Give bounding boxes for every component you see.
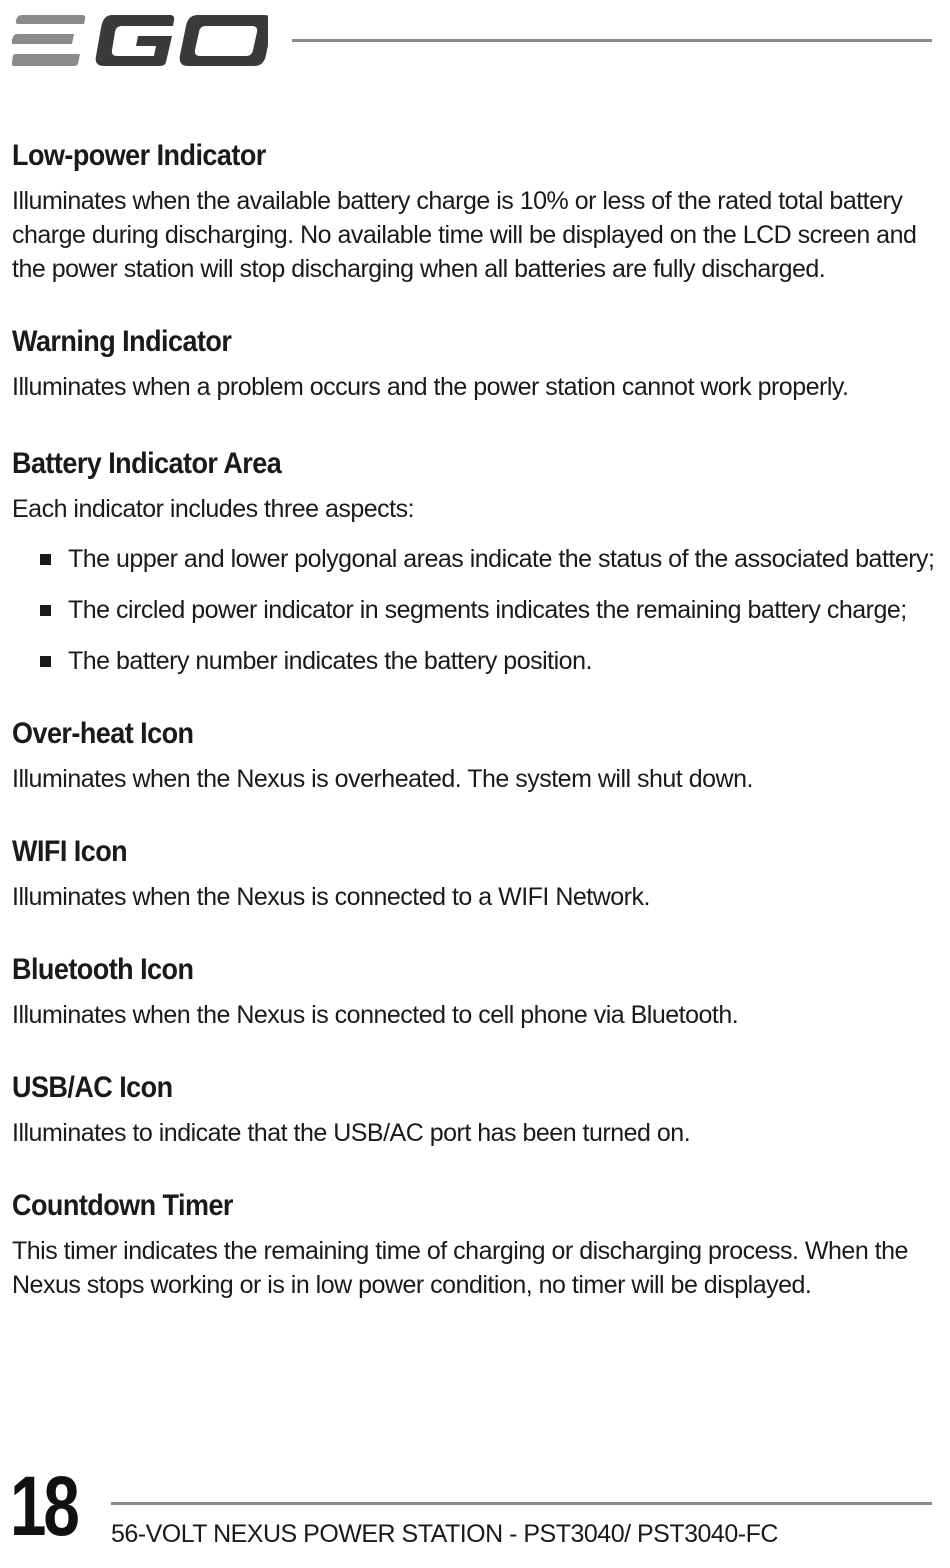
list-item-text: The upper and lower polygonal areas indicate the status of the associated battery; bbox=[68, 545, 935, 573]
section-warning-indicator bbox=[12, 322, 934, 404]
section-body: Illuminates when the available battery charge is 10% or less of the rated total battery charge during discharging. No available time will be displayed on the LCD screen and the power station will stop discharging when all batteries are fully discharged. bbox=[12, 187, 917, 283]
section-body: Illuminates when a problem occurs and the power station cannot work properly. bbox=[12, 373, 849, 401]
section-title: Low-power Indicator bbox=[12, 139, 266, 172]
section-title: WIFI Icon bbox=[12, 835, 128, 868]
section-battery-indicator-area bbox=[12, 444, 934, 678]
ego-logo-g-mark bbox=[96, 15, 175, 66]
section-usb-ac-icon bbox=[12, 1068, 934, 1150]
section-over-heat-icon bbox=[12, 714, 934, 796]
list-item-text: The circled power indicator in segments indicates the remaining battery charge; bbox=[68, 596, 907, 624]
section-body: Each indicator includes three aspects: bbox=[12, 495, 415, 523]
page-content bbox=[12, 136, 934, 1302]
square-bullet-icon bbox=[40, 605, 51, 616]
list-item bbox=[12, 542, 934, 576]
section-body: This timer indicates the remaining time of charging or discharging process. When the Nexus stops working or is in low power condition, no timer will be displayed. bbox=[12, 1237, 908, 1299]
list-item bbox=[12, 644, 934, 678]
square-bullet-icon bbox=[40, 554, 51, 565]
section-bluetooth-icon bbox=[12, 950, 934, 1032]
footer-rule bbox=[111, 1502, 932, 1505]
section-title: Countdown Timer bbox=[12, 1189, 233, 1222]
section-title: USB/AC Icon bbox=[12, 1071, 173, 1104]
list-item-text: The battery number indicates the battery position. bbox=[68, 647, 592, 675]
section-body: Illuminates to indicate that the USB/AC port has been turned on. bbox=[12, 1119, 691, 1147]
list-item bbox=[12, 593, 934, 627]
page-number: 18 bbox=[10, 1459, 77, 1553]
section-body: Illuminates when the Nexus is connected to a WIFI Network. bbox=[12, 883, 650, 911]
section-title: Over-heat Icon bbox=[12, 717, 194, 750]
section-body: Illuminates when the Nexus is overheated. The system will shut down. bbox=[12, 765, 753, 793]
section-title: Warning Indicator bbox=[12, 325, 232, 358]
ego-logo bbox=[12, 12, 268, 68]
bullet-list bbox=[12, 542, 934, 678]
section-body: Illuminates when the Nexus is connected to cell phone via Bluetooth. bbox=[12, 1001, 739, 1029]
square-bullet-icon bbox=[40, 656, 51, 667]
page-header bbox=[0, 0, 950, 80]
footer-product-text: 56-VOLT NEXUS POWER STATION - PST3040/ PST3040-FC bbox=[111, 1520, 778, 1548]
section-title: Battery Indicator Area bbox=[12, 447, 282, 480]
header-rule bbox=[292, 39, 932, 42]
ego-logo-o-mark bbox=[180, 15, 268, 66]
section-low-power-indicator bbox=[12, 136, 934, 286]
section-wifi-icon bbox=[12, 832, 934, 914]
section-title: Bluetooth Icon bbox=[12, 953, 194, 986]
ego-logo-e-mark bbox=[12, 15, 85, 66]
section-countdown-timer bbox=[12, 1186, 934, 1302]
